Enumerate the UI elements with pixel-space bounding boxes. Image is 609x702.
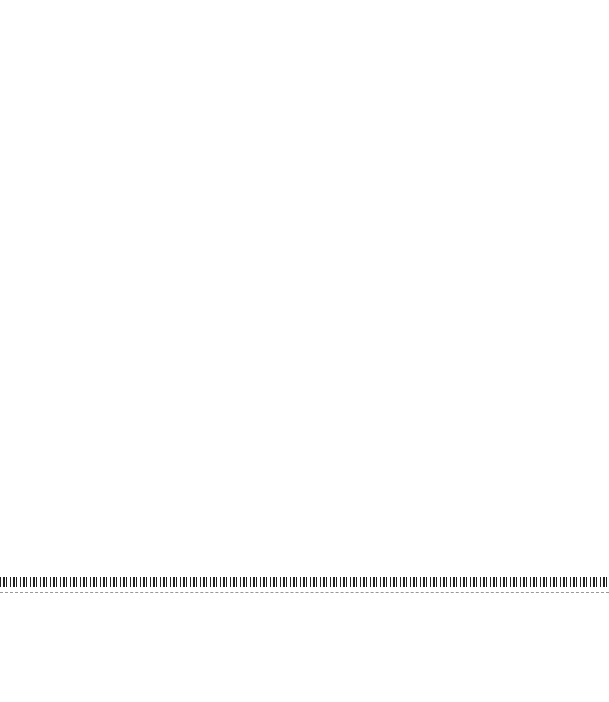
page-separator	[0, 592, 609, 597]
print-barcode-strip	[0, 577, 609, 587]
